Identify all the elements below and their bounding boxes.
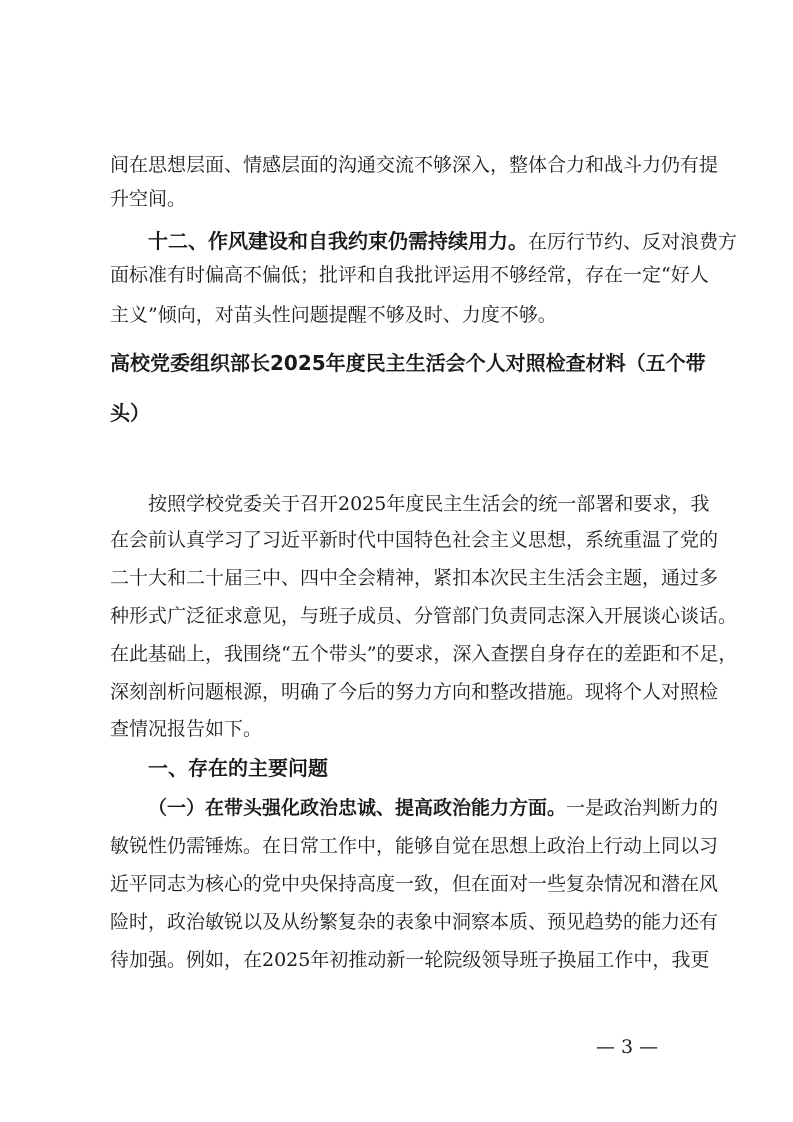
subsection-heading: （一）在带头强化政治忠诚、提高政治能力方面。 <box>148 797 567 819</box>
subsection-line <box>148 795 719 821</box>
intro-line: 二十大和二十届三中、四中全会精神，紧扣本次民主生活会主题，通过多 <box>110 567 719 589</box>
intro-line: 在此基础上，我围绕“五个带头”的要求，深入查摆自身存在的差距和不足， <box>110 643 738 665</box>
intro-line: 在会前认真学习了习近平新时代中国特色社会主义思想，系统重温了党的 <box>110 529 719 551</box>
intro-line: 深刻剖析问题根源，明确了今后的努力方向和整改措施。现将个人对照检 <box>110 681 719 703</box>
item-twelve-text: 在厉行节约、反对浪费方 <box>528 231 738 253</box>
section-heading: 一、存在的主要问题 <box>148 756 328 780</box>
subsection-line: 待加强。例如，在2025年初推动新一轮院级领导班子换届工作中，我更 <box>110 949 710 971</box>
subsection-line: 险时，政治敏锐以及从纷繁复杂的表象中洞察本质、预见趋势的能力还有 <box>110 911 719 933</box>
paragraph-line: 升空间。 <box>110 188 187 210</box>
item-twelve-line: 面标准有时偏高不偏低；批评和自我批评运用不够经常，存在一定“好人 <box>110 264 709 286</box>
page-number: — 3 — <box>596 1036 659 1058</box>
intro-line: 查情况报告如下。 <box>110 718 263 740</box>
paragraph-line: 间在思想层面、情感层面的沟通交流不够深入，整体合力和战斗力仍有提 <box>110 154 719 176</box>
intro-line: 按照学校党委关于召开2025年度民主生活会的统一部署和要求，我 <box>148 493 710 515</box>
intro-line: 种形式广泛征求意见，与班子成员、分管部门负责同志深入开展谈心谈话。 <box>110 605 738 627</box>
article-title-line: 高校党委组织部长2025年度民主生活会个人对照检查材料（五个带 <box>110 351 706 375</box>
subsection-text: 一是政治判断力的 <box>566 797 719 819</box>
subsection-line: 敏锐性仍需锤炼。在日常工作中，能够自觉在思想上政治上行动上同以习 <box>110 835 719 857</box>
subsection-line: 近平同志为核心的党中央保持高度一致，但在面对一些复杂情况和潜在风 <box>110 873 719 895</box>
item-twelve-line <box>148 228 738 255</box>
item-twelve-heading: 十二、作风建设和自我约束仍需持续用力。 <box>148 229 528 253</box>
item-twelve-line: 主义”倾向，对苗头性问题提醒不够及时、力度不够。 <box>110 304 557 326</box>
article-title-line: 头） <box>110 401 150 425</box>
